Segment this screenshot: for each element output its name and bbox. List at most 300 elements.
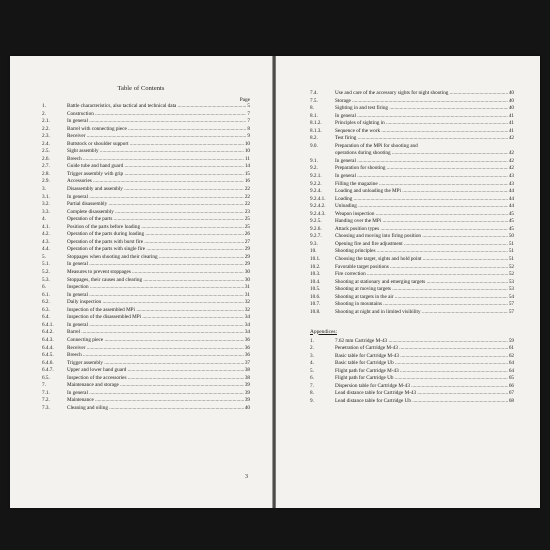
toc-entry-title: Battle characteristics, also tactical and technical data ..... bbox=[67, 103, 246, 111]
toc-entry bbox=[310, 338, 514, 346]
toc-entry-title: Inspection of the accessories ..... bbox=[67, 375, 244, 383]
toc-entry-title: Position of the parts before loading ..... bbox=[67, 224, 244, 232]
toc-entry-number: 6.4.6. bbox=[42, 359, 54, 366]
toc-entry-number: 10.2. bbox=[310, 263, 321, 270]
toc-entry bbox=[42, 126, 250, 134]
toc-entry-page: 23 bbox=[244, 208, 250, 215]
toc-entry-number: 5. bbox=[310, 367, 314, 374]
toc-entry-number: 7.5. bbox=[310, 97, 318, 104]
toc-entry-number: 4. bbox=[42, 216, 46, 223]
toc-entry-number: 8.1.3. bbox=[310, 127, 322, 134]
toc-entry-page: 45 bbox=[508, 218, 514, 225]
toc-entry-number: 9.2.1. bbox=[310, 173, 322, 180]
toc-entry-page: 57 bbox=[508, 301, 514, 308]
toc-entry bbox=[42, 345, 250, 353]
toc-entry-number: 7. bbox=[42, 382, 46, 389]
toc-entry bbox=[42, 171, 250, 179]
page-number: 3 bbox=[245, 474, 248, 480]
toc-entry-title: Inspection of the assembled MPi ..... bbox=[67, 307, 244, 315]
toc-entry-number: 6.4.3. bbox=[42, 336, 54, 343]
toc-entry-title: In general ..... bbox=[335, 158, 508, 166]
toc-entry-title: Trigger assembly with grip ..... bbox=[67, 171, 244, 179]
toc-entry-title: Preparation of the MPi for shooting and bbox=[335, 142, 418, 149]
toc-entry-page: 37 bbox=[244, 359, 250, 366]
toc-entry-number: 7.4. bbox=[310, 90, 318, 96]
toc-entry bbox=[42, 322, 250, 330]
toc-entry-number: 6.1. bbox=[42, 291, 50, 298]
toc-entry-number: 4.4. bbox=[42, 246, 50, 253]
toc-entry-title: Choosing and moving into firing position ..... bbox=[335, 233, 508, 241]
toc-entry-title: Measures to prevent stoppages ..... bbox=[67, 269, 244, 277]
toc-entry bbox=[310, 135, 514, 143]
toc-entry-page: 32 bbox=[244, 306, 250, 313]
toc-entry-title: Shooting at moving targets ..... bbox=[335, 286, 508, 294]
toc-entry bbox=[42, 141, 250, 149]
book-spread bbox=[10, 56, 540, 508]
toc-title: Table of Contents bbox=[117, 85, 165, 92]
toc-entry-title: Upper and lower hand guard ..... bbox=[67, 367, 244, 375]
toc-entry-title: Opening fire and fire adjustment ..... bbox=[335, 241, 508, 249]
toc-entry bbox=[42, 277, 250, 285]
toc-entry-title: Lead distance table for Cartridge Üb ..... bbox=[335, 398, 508, 406]
toc-entry-title: Sight assembly ..... bbox=[67, 148, 244, 156]
toc-entry-number: 9.2.4.2. bbox=[310, 203, 326, 210]
toc-list-left bbox=[42, 103, 250, 412]
toc-entry-page: 22 bbox=[244, 193, 250, 200]
toc-entry-page: 29 bbox=[244, 246, 250, 253]
toc-entry-title: Lead distance table for Cartridge M-43 ..... bbox=[335, 390, 508, 398]
toc-entry-page: 38 bbox=[244, 367, 250, 374]
toc-entry bbox=[42, 352, 250, 360]
toc-entry-title: In general ..... bbox=[67, 322, 244, 330]
toc-entry-title: Test firing ..... bbox=[335, 135, 508, 143]
toc-entry bbox=[310, 211, 514, 219]
toc-entry-number: 6. bbox=[42, 284, 46, 291]
toc-entry-title: Sequence of the work ..... bbox=[335, 128, 508, 136]
toc-entry-number: 6.4.7. bbox=[42, 367, 54, 374]
toc-entry-page: 22 bbox=[244, 201, 250, 208]
toc-entry-number: 5.3. bbox=[42, 276, 50, 283]
toc-entry-title: Basic table for Cartridge Üb ..... bbox=[335, 360, 508, 368]
toc-entry-number: 3. bbox=[42, 186, 46, 193]
toc-entry-page bbox=[513, 143, 514, 151]
toc-entry bbox=[42, 239, 250, 247]
toc-entry-title: Shooting in mountains ..... bbox=[335, 301, 508, 309]
toc-entry-page: 31 bbox=[244, 291, 250, 298]
left-page bbox=[10, 56, 272, 508]
toc-entry-number: 10.3. bbox=[310, 271, 321, 278]
toc-entry-number: 9.2.4.1. bbox=[310, 195, 326, 202]
toc-entry-page: 45 bbox=[508, 225, 514, 232]
toc-entry bbox=[42, 246, 250, 254]
toc-entry-page: 5 bbox=[247, 103, 250, 109]
toc-entry-page: 14 bbox=[244, 163, 250, 170]
toc-entry-title: Loading ..... bbox=[335, 196, 508, 204]
toc-entry-page: 44 bbox=[508, 195, 514, 202]
page-column-heading: Page bbox=[239, 97, 250, 103]
toc-entry-page: 45 bbox=[508, 210, 514, 217]
toc-entry-title: Attack position types ..... bbox=[335, 226, 508, 234]
toc-entry-number: 7.1. bbox=[42, 389, 50, 396]
toc-entry-number: 8.2. bbox=[310, 135, 318, 142]
toc-entry-title: In general ..... bbox=[67, 292, 244, 300]
toc-entry bbox=[42, 201, 250, 209]
toc-entry-page: 15 bbox=[244, 170, 250, 177]
toc-entry bbox=[42, 314, 250, 322]
appendices-title: Appendices: bbox=[310, 328, 337, 335]
toc-entry-number: 10.6. bbox=[310, 293, 321, 300]
toc-entry-page: 42 bbox=[508, 165, 514, 172]
toc-entry bbox=[42, 405, 250, 413]
toc-entry-number: 2.7. bbox=[42, 163, 50, 170]
toc-entry-title: In general ..... bbox=[335, 113, 508, 121]
toc-entry-number: 3.2. bbox=[42, 201, 50, 208]
toc-entry-number: 1. bbox=[310, 337, 314, 344]
toc-entry bbox=[310, 188, 514, 196]
toc-entry-title: Barrel ..... bbox=[67, 329, 244, 337]
toc-entry-page: 54 bbox=[508, 293, 514, 300]
toc-entry-number: 8. bbox=[310, 390, 314, 397]
toc-entry bbox=[42, 269, 250, 277]
toc-entry-page: 26 bbox=[244, 231, 250, 238]
toc-entry bbox=[310, 143, 514, 151]
toc-entry-title: Loading and unloading the MPi ..... bbox=[335, 188, 508, 196]
toc-entry bbox=[310, 181, 514, 189]
toc-entry-title: In general ..... bbox=[67, 390, 244, 398]
toc-entry bbox=[42, 216, 250, 224]
toc-entry-title: Filling the magazine ..... bbox=[335, 181, 508, 189]
toc-entry bbox=[42, 360, 250, 368]
toc-entry bbox=[42, 178, 250, 186]
toc-entry-number: 2.5. bbox=[42, 148, 50, 155]
toc-entry-title: Flight path for Cartridge M-43 ..... bbox=[335, 368, 508, 376]
toc-entry-page: 30 bbox=[244, 276, 250, 283]
toc-entry-number: 2.1. bbox=[42, 118, 50, 125]
toc-entry bbox=[42, 299, 250, 307]
toc-entry-title: Operation of the parts with burst fire ..... bbox=[67, 239, 244, 247]
toc-entry-number: 9.2.7. bbox=[310, 233, 322, 240]
toc-entry-number: 8. bbox=[310, 105, 314, 112]
toc-entry-number: 6.4.5. bbox=[42, 352, 54, 359]
toc-entry-title: Inspection of the disassembled MPi ..... bbox=[67, 314, 244, 322]
toc-entry-page: 53 bbox=[508, 278, 514, 285]
toc-entry-title: Penetration of Cartridge M-43 ..... bbox=[335, 345, 508, 353]
toc-entry-title: Connecting piece ..... bbox=[67, 337, 244, 345]
toc-entry-title: In general ..... bbox=[67, 261, 244, 269]
toc-entry-number: 10.1. bbox=[310, 256, 321, 263]
toc-entry-number: 10. bbox=[310, 248, 317, 255]
toc-entry-page: 10 bbox=[244, 140, 250, 147]
toc-entry-number: 9.2.4.3. bbox=[310, 210, 326, 217]
toc-entry bbox=[42, 163, 250, 171]
toc-entry-page: 41 bbox=[508, 120, 514, 127]
toc-entry-title: Shooting principles ..... bbox=[335, 248, 508, 256]
toc-entry-page: 40 bbox=[244, 404, 250, 411]
toc-entry bbox=[42, 133, 250, 141]
toc-entry-number: 4.1. bbox=[42, 223, 50, 230]
toc-entry-page: 16 bbox=[244, 178, 250, 185]
toc-entry bbox=[310, 368, 514, 376]
toc-entry bbox=[42, 375, 250, 383]
toc-entry-title: Shooting at night and in limited visibility ..... bbox=[335, 309, 508, 317]
toc-entry-number: 2.2. bbox=[42, 125, 50, 132]
toc-entry-page: 40 bbox=[508, 90, 514, 96]
toc-entry-page: 7 bbox=[247, 110, 250, 117]
toc-entry-title: Breech ..... bbox=[67, 156, 244, 164]
toc-entry-title: Construction ..... bbox=[67, 111, 246, 119]
toc-entry-title: Partial disassembly ..... bbox=[67, 201, 244, 209]
toc-entry-number: 10.7. bbox=[310, 301, 321, 308]
toc-entry bbox=[42, 284, 250, 292]
toc-entry bbox=[310, 309, 514, 317]
toc-entry-title: Receiver ..... bbox=[67, 133, 246, 141]
toc-entry-page: 32 bbox=[244, 299, 250, 306]
toc-entry-title: Cleaning and oiling ..... bbox=[67, 405, 244, 413]
toc-entry-title: Inspection ..... bbox=[67, 284, 244, 292]
toc-entry-title: Preparation for shooting ..... bbox=[335, 165, 508, 173]
toc-entry-page: 30 bbox=[244, 269, 250, 276]
toc-entry-title: Storage ..... bbox=[335, 98, 508, 106]
toc-entry bbox=[42, 148, 250, 156]
toc-entry bbox=[42, 261, 250, 269]
toc-entry-number: 6.3. bbox=[42, 306, 50, 313]
toc-entry-page: 62 bbox=[508, 352, 514, 359]
toc-entry-number: 6.4.4. bbox=[42, 344, 54, 351]
toc-entry-page: 9 bbox=[247, 133, 250, 140]
toc-entry-number bbox=[310, 150, 335, 158]
toc-entry-page: 8 bbox=[247, 125, 250, 132]
toc-entry-page: 36 bbox=[244, 336, 250, 343]
toc-entry-page: 43 bbox=[508, 173, 514, 180]
toc-entry-title: Guide tube and hand guard ..... bbox=[67, 163, 244, 171]
toc-entry-title: Buttstock or shoulder support ..... bbox=[67, 141, 244, 149]
toc-entry-page: 50 bbox=[508, 233, 514, 240]
toc-entry-number: 8.1.2. bbox=[310, 120, 322, 127]
toc-entry bbox=[42, 397, 250, 405]
toc-entry-page: 34 bbox=[244, 329, 250, 336]
toc-entry-number: 2.4. bbox=[42, 140, 50, 147]
toc-entry-page: 52 bbox=[508, 263, 514, 270]
toc-entry-title: Operation of the parts during loading ..... bbox=[67, 231, 244, 239]
toc-entry-number: 6.2. bbox=[42, 299, 50, 306]
toc-entry-number: 9. bbox=[310, 397, 314, 404]
toc-entry-title: Choosing the target, sights and hold point ..... bbox=[335, 256, 508, 264]
toc-entry bbox=[310, 279, 514, 287]
toc-entry bbox=[42, 337, 250, 345]
toc-entry-title: Handing over the MPi ..... bbox=[335, 218, 508, 226]
toc-entry-title: Fire correction ..... bbox=[335, 271, 508, 279]
toc-entry bbox=[310, 113, 514, 121]
toc-entry-page: 29 bbox=[244, 261, 250, 268]
toc-entry bbox=[42, 307, 250, 315]
toc-entry-number: 2.3. bbox=[42, 133, 50, 140]
toc-entry bbox=[310, 226, 514, 234]
toc-entry-number: 2.9. bbox=[42, 178, 50, 185]
toc-entry-page: 52 bbox=[508, 271, 514, 278]
toc-entry-title: Complete disassembly ..... bbox=[67, 209, 244, 217]
toc-entry bbox=[310, 264, 514, 272]
toc-entry-title: Unloading ..... bbox=[335, 203, 508, 211]
toc-entry bbox=[42, 390, 250, 398]
toc-entry-number: 3.3. bbox=[42, 208, 50, 215]
toc-entry bbox=[310, 345, 514, 353]
toc-entry-page: 10 bbox=[244, 148, 250, 155]
toc-entry-number: 7.3. bbox=[42, 404, 50, 411]
toc-entry-number: 5. bbox=[42, 253, 46, 260]
toc-entry bbox=[42, 329, 250, 337]
toc-entry-title: In general ..... bbox=[335, 173, 508, 181]
toc-entry-number: 9.2.4. bbox=[310, 188, 322, 195]
toc-entry bbox=[310, 98, 514, 106]
toc-entry bbox=[42, 367, 250, 375]
toc-entry bbox=[42, 118, 250, 126]
toc-entry-page: 53 bbox=[508, 286, 514, 293]
toc-entry-page: 41 bbox=[508, 127, 514, 134]
toc-entry-page: 36 bbox=[244, 352, 250, 359]
toc-entry bbox=[310, 218, 514, 226]
toc-entry-page: 68 bbox=[508, 397, 514, 404]
toc-entry-title: Stoppages, their causes and clearing ..... bbox=[67, 277, 244, 285]
toc-entry-page: 44 bbox=[508, 203, 514, 210]
toc-entry bbox=[310, 353, 514, 361]
appendices-list bbox=[310, 338, 514, 406]
toc-entry bbox=[42, 382, 250, 390]
toc-entry bbox=[42, 224, 250, 232]
toc-entry-page: 42 bbox=[508, 157, 514, 164]
toc-entry bbox=[310, 375, 514, 383]
toc-entry bbox=[42, 209, 250, 217]
toc-entry bbox=[310, 256, 514, 264]
toc-entry-title: Stoppages when shooting and their clearing ..... bbox=[67, 254, 244, 262]
toc-entry-title: In general ..... bbox=[67, 194, 244, 202]
toc-entry-number: 1. bbox=[42, 103, 46, 109]
toc-entry-page: 64 bbox=[508, 360, 514, 367]
toc-entry-title: Trigger assembly ..... bbox=[67, 360, 244, 368]
toc-entry-title: Basic table for Cartridge M-43 ..... bbox=[335, 353, 508, 361]
toc-entry-number: 5.2. bbox=[42, 269, 50, 276]
toc-entry-page: 29 bbox=[244, 253, 250, 260]
toc-entry bbox=[42, 194, 250, 202]
toc-entry-title: operations during shooting ..... bbox=[335, 150, 508, 158]
toc-entry-page: 66 bbox=[508, 382, 514, 389]
toc-entry-page: 39 bbox=[244, 382, 250, 389]
toc-entry-number: 4.3. bbox=[42, 238, 50, 245]
toc-entry bbox=[42, 156, 250, 164]
toc-entry-number: 8.1. bbox=[310, 112, 318, 119]
toc-entry-title: Flight path for Cartridge Üb ..... bbox=[335, 375, 508, 383]
toc-entry bbox=[310, 158, 514, 166]
toc-entry-number: 10.8. bbox=[310, 308, 321, 315]
toc-entry-page: 31 bbox=[244, 284, 250, 291]
toc-entry bbox=[310, 128, 514, 136]
toc-entry-title: In general ..... bbox=[67, 118, 246, 126]
toc-entry-page: 59 bbox=[508, 337, 514, 344]
toc-entry-number: 10.5. bbox=[310, 286, 321, 293]
toc-entry bbox=[310, 360, 514, 368]
toc-entry-title: Operation of the parts ..... bbox=[67, 216, 244, 224]
toc-entry-page: 51 bbox=[508, 256, 514, 263]
toc-entry-number: 9.2.6. bbox=[310, 225, 322, 232]
toc-entry-number: 9.2.2. bbox=[310, 180, 322, 187]
toc-entry-page: 51 bbox=[508, 248, 514, 255]
toc-entry-title: Favorable target positions ..... bbox=[335, 264, 508, 272]
toc-entry-number: 4.2. bbox=[42, 231, 50, 238]
toc-entry-page: 25 bbox=[244, 216, 250, 223]
toc-entry bbox=[310, 150, 514, 158]
toc-entry-number: 2.8. bbox=[42, 170, 50, 177]
toc-list-right bbox=[310, 90, 514, 316]
toc-entry bbox=[310, 105, 514, 113]
toc-entry-page: 43 bbox=[508, 180, 514, 187]
toc-entry bbox=[310, 90, 514, 98]
toc-entry-page: 39 bbox=[244, 397, 250, 404]
toc-entry-title: Maintenance and storage ..... bbox=[67, 382, 244, 390]
toc-entry-title: Disassembly and assembly ..... bbox=[67, 186, 244, 194]
toc-entry bbox=[310, 390, 514, 398]
toc-entry-number: 9.0. bbox=[310, 142, 318, 149]
toc-entry-number: 2. bbox=[42, 110, 46, 117]
toc-entry-page: 22 bbox=[244, 186, 250, 193]
toc-entry bbox=[310, 120, 514, 128]
toc-entry-page: 44 bbox=[508, 188, 514, 195]
toc-entry-title: Dispersion table for Cartridge M-43 ..... bbox=[335, 383, 508, 391]
toc-entry-title: Maintenance ..... bbox=[67, 397, 244, 405]
toc-entry-title: Operation of the parts with single fire ..... bbox=[67, 246, 244, 254]
toc-entry bbox=[310, 165, 514, 173]
toc-entry-page: 40 bbox=[508, 105, 514, 112]
toc-entry bbox=[310, 233, 514, 241]
toc-entry-page: 42 bbox=[508, 150, 514, 157]
toc-entry bbox=[42, 231, 250, 239]
toc-entry-number: 6.5. bbox=[42, 374, 50, 381]
toc-entry-page: 57 bbox=[508, 308, 514, 315]
toc-entry bbox=[42, 254, 250, 262]
toc-entry-number: 3. bbox=[310, 352, 314, 359]
toc-entry-page: 51 bbox=[508, 240, 514, 247]
toc-entry-number: 9.1. bbox=[310, 157, 318, 164]
toc-entry bbox=[310, 383, 514, 391]
toc-entry bbox=[42, 111, 250, 119]
toc-entry-page: 11 bbox=[245, 155, 250, 162]
toc-entry-page: 67 bbox=[508, 390, 514, 397]
toc-entry bbox=[310, 286, 514, 294]
toc-entry-title: Sighting in and test firing ..... bbox=[335, 105, 508, 113]
toc-entry-number: 2. bbox=[310, 345, 314, 352]
toc-entry bbox=[42, 186, 250, 194]
toc-entry bbox=[310, 301, 514, 309]
toc-entry bbox=[310, 248, 514, 256]
toc-entry-page: 39 bbox=[244, 389, 250, 396]
toc-entry bbox=[310, 398, 514, 406]
toc-entry-title: Principles of sighting in ..... bbox=[335, 120, 508, 128]
toc-entry-page: 41 bbox=[508, 112, 514, 119]
toc-entry bbox=[310, 203, 514, 211]
toc-entry-page: 36 bbox=[244, 344, 250, 351]
toc-entry-number: 9.2. bbox=[310, 165, 318, 172]
toc-entry-page: 7 bbox=[247, 118, 250, 125]
toc-entry-title: Receiver ..... bbox=[67, 345, 244, 353]
toc-entry-title: 7.62 mm Cartridge M-43 ..... bbox=[335, 338, 508, 346]
toc-entry-number: 6. bbox=[310, 375, 314, 382]
toc-entry-page: 25 bbox=[244, 223, 250, 230]
toc-entry-number: 10.4. bbox=[310, 278, 321, 285]
toc-entry-page: 34 bbox=[244, 321, 250, 328]
toc-entry bbox=[310, 173, 514, 181]
toc-entry-page: 38 bbox=[244, 374, 250, 381]
toc-entry-number: 7.2. bbox=[42, 397, 50, 404]
toc-entry bbox=[310, 271, 514, 279]
toc-entry-page: 27 bbox=[244, 238, 250, 245]
